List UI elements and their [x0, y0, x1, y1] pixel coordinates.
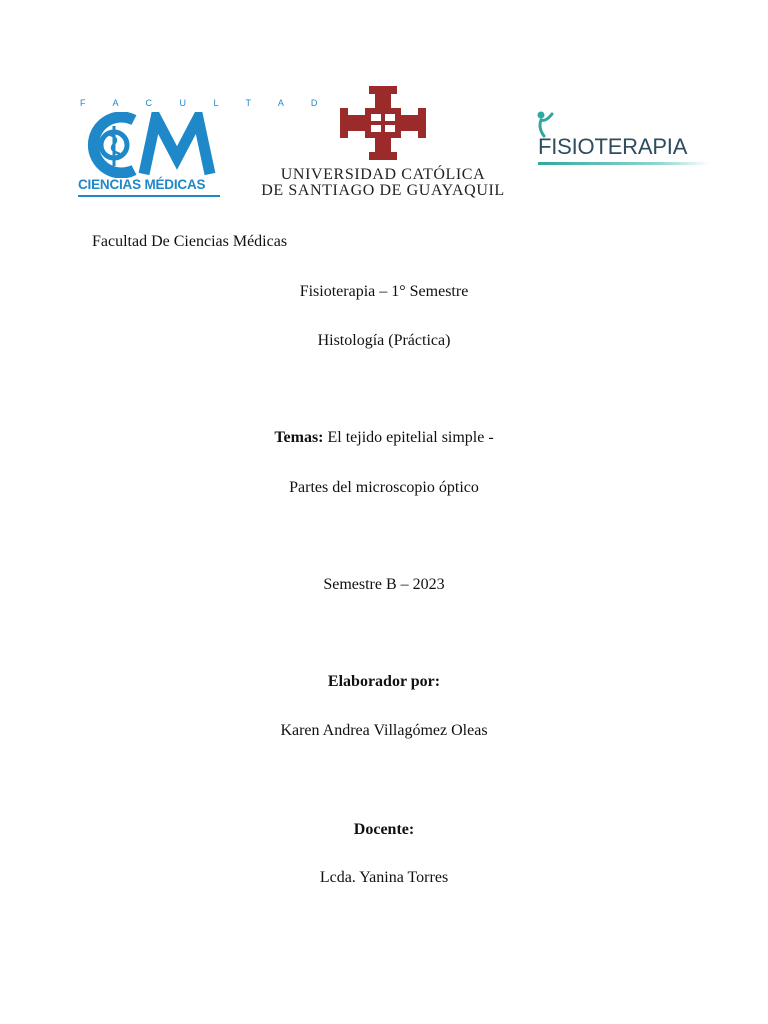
topics-line [0, 428, 768, 448]
fisioterapia-logo-rule [538, 162, 710, 165]
fcm-logo-underline [78, 195, 220, 197]
fcm-logo-bottom-word: CIENCIAS MÉDICAS [78, 177, 206, 192]
author-label: Elaborador por: [327, 673, 441, 690]
author-name: Karen Andrea Villagómez Oleas [280, 722, 488, 739]
topic-1: El tejido epitelial simple - [323, 429, 494, 446]
teacher-name: Lcda. Yanina Torres [319, 869, 449, 886]
fcm-logo [78, 98, 330, 200]
faculty-name: Facultad De Ciencias Médicas [92, 233, 288, 250]
caduceus-monogram-icon [78, 112, 223, 178]
fisioterapia-logo [530, 108, 712, 168]
fisioterapia-logo-text: FISIOTERAPIA [538, 134, 688, 159]
ucsg-logo-line1: UNIVERSIDAD CATÓLICA [280, 166, 486, 183]
semester-line: Semestre B – 2023 [323, 576, 445, 593]
program-line: Fisioterapia – 1° Semestre [299, 283, 469, 300]
ucsg-logo-line2: DE SANTIAGO DE GUAYAQUIL [261, 182, 505, 199]
subject-line: Histología (Práctica) [317, 332, 451, 349]
jerusalem-cross-crest-icon [338, 86, 428, 160]
topic-2: Partes del microscopio óptico [289, 479, 479, 496]
topics-label: Temas: [274, 429, 324, 446]
teacher-label: Docente: [353, 821, 415, 838]
ucsg-logo [252, 86, 514, 204]
fcm-logo-top-word: F A C U L T A D [80, 98, 330, 108]
